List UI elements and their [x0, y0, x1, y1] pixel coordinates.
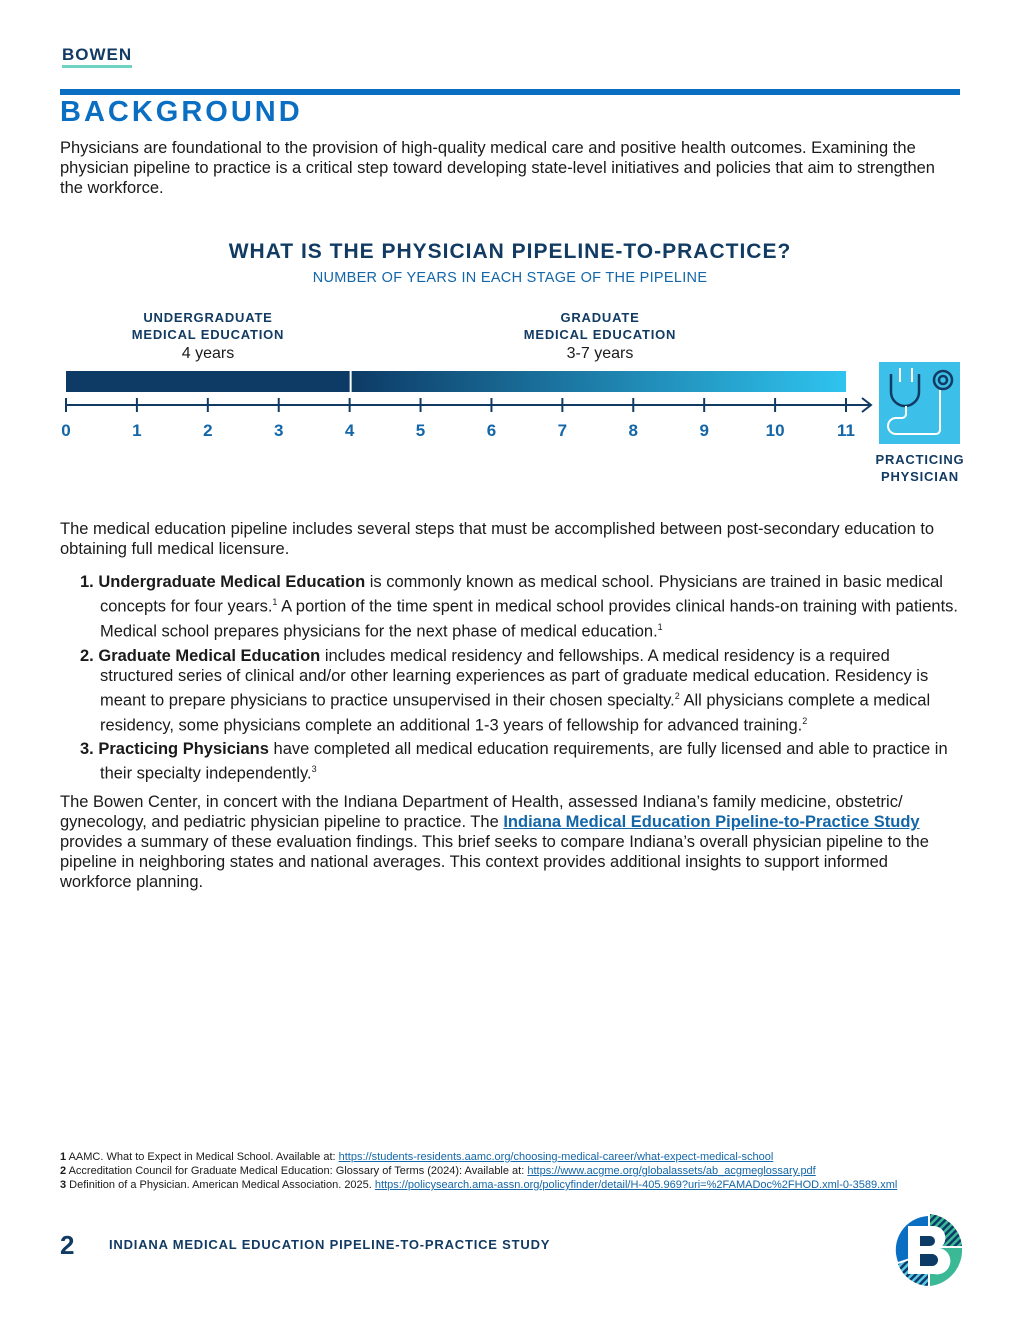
list-text: have completed all medical education requirements, are fully licensed and able to practice in their specialty independently. — [100, 740, 948, 783]
stage-years: 4 years — [181, 345, 235, 362]
footnote-ref: 2 — [674, 691, 680, 701]
tick-label: 3 — [273, 421, 284, 440]
chart-subtitle: NUMBER OF YEARS IN EACH STAGE OF THE PIPELINE — [312, 270, 708, 286]
list-text: All physicians complete a medical residency, some physicians complete an additional 1-3 years of fellowship for advanced training. — [100, 691, 931, 734]
footnotes — [60, 1150, 950, 1192]
tick-label: 11 — [837, 421, 855, 440]
body-paragraph-1: The medical education pipeline includes several steps that must be accomplished between post-secondary education to obtaining full medical licensure. — [60, 520, 935, 558]
stage-bar — [66, 371, 350, 392]
footnote-number: 3 — [60, 1179, 67, 1191]
footnote-number: 2 — [60, 1165, 67, 1177]
list-number: 2. — [80, 647, 94, 665]
chart-title: WHAT IS THE PHYSICIAN PIPELINE-TO-PRACTICE? — [228, 240, 792, 263]
divider — [60, 89, 960, 95]
text: The Bowen Center, in concert with the Indiana Department of Health, assessed Indiana’s family medicine, obstetric/ gynecology, and pediatric physician pipeline to practice. The — [60, 793, 903, 831]
list-term: Practicing Physicians — [98, 740, 269, 758]
text: provides a summary of these evaluation findings. This brief seeks to compare Indiana’s overall physician pipeline to the pipeline in neighboring states and national averages. This context provides additional insights to support informed workforce planning. — [60, 833, 929, 891]
footnote-ref: 1 — [272, 597, 278, 607]
tick-label: 9 — [699, 421, 709, 440]
list-term: Undergraduate Medical Education — [98, 573, 366, 591]
endpoint-line2: PHYSICIAN — [881, 469, 959, 484]
brand-logo: BOWEN — [62, 45, 132, 68]
footnote-link[interactable]: https://policysearch.ama-assn.org/policyfinder/detail/H-405.969?uri=%2FAMADoc%2FHOD.xml-0-3589.xml — [374, 1179, 898, 1191]
stage-line1: GRADUATE — [560, 310, 640, 325]
tick-label: 0 — [61, 421, 71, 440]
bowen-logo-icon — [890, 1210, 964, 1290]
list-text: is commonly known as medical school. Physicians are trained in basic medical concepts for four years. — [100, 573, 943, 616]
stage-bar — [352, 371, 846, 392]
stage-label-ugme — [108, 309, 308, 362]
footnote — [60, 1150, 950, 1164]
footnote-text: Definition of a Physician. American Medical Association. 2025. — [66, 1179, 375, 1191]
stage-line2: MEDICAL EDUCATION — [523, 327, 677, 342]
tick-label: 5 — [415, 421, 426, 440]
list-item — [80, 572, 960, 641]
section-title: BACKGROUND — [60, 96, 303, 128]
stage-line2: MEDICAL EDUCATION — [131, 327, 285, 342]
list-number: 1. — [80, 573, 94, 591]
footnote — [60, 1178, 950, 1192]
list-term: Graduate Medical Education — [98, 647, 321, 665]
footer-title: INDIANA MEDICAL EDUCATION PIPELINE-TO-PRACTICE STUDY — [109, 1237, 551, 1252]
footnote-text: Accreditation Council for Graduate Medical Education: Glossary of Terms (2024): Available at: — [66, 1165, 528, 1177]
stethoscope-icon — [879, 362, 960, 444]
list-text: A portion of the time spent in medical school provides clinical hands-on training with patients. Medical school prepares physicians for the next phase of medical education. — [100, 597, 958, 640]
timeline-chart — [0, 360, 880, 450]
study-link[interactable]: Indiana Medical Education Pipeline-to-Practice Study — [503, 813, 920, 831]
stage-years: 3-7 years — [566, 345, 634, 362]
list-item — [80, 739, 960, 784]
endpoint-line1: PRACTICING — [875, 452, 965, 467]
tick-label: 8 — [628, 421, 639, 440]
list-text: includes medical residency and fellowships. A medical residency is a required structured series of clinical and/or other learning experiences as part of graduate medical education. Residency is meant to prepare physicians to practice unsupervised in their chosen specialty. — [100, 647, 929, 710]
tick-label: 6 — [486, 421, 497, 440]
tick-label: 2 — [203, 421, 213, 440]
footnote — [60, 1164, 950, 1178]
list-number: 3. — [80, 740, 94, 758]
stage-label-gme — [500, 309, 700, 362]
tick-label: 4 — [344, 421, 355, 440]
footnote-text: AAMC. What to Expect in Medical School. Available at: — [66, 1151, 339, 1163]
footnote-number: 1 — [60, 1151, 67, 1163]
footnote-ref: 3 — [311, 764, 317, 774]
footnote-link[interactable]: https://www.acgme.org/globalassets/ab_acgmeglossary.pdf — [527, 1165, 816, 1177]
tick-label: 7 — [557, 421, 568, 440]
footnote-ref: 1 — [657, 621, 663, 632]
list-item — [80, 646, 960, 735]
page-number: 2 — [60, 1230, 75, 1260]
body-paragraph-2 — [60, 792, 950, 892]
tick-label: 10 — [765, 421, 785, 440]
footnote-link[interactable]: https://students-residents.aamc.org/choosing-medical-career/what-expect-medical-school — [338, 1151, 774, 1163]
footnote-ref: 2 — [802, 715, 808, 726]
tick-label: 1 — [132, 421, 142, 440]
endpoint-label — [870, 451, 970, 485]
stage-line1: UNDERGRADUATE — [143, 310, 273, 325]
intro-paragraph: Physicians are foundational to the provision of high-quality medical care and positive health outcomes. Examining the physician pipeline to practice is a critical step toward developing state-level initiatives and policies that aim to strengthen the workforce. — [60, 139, 935, 197]
